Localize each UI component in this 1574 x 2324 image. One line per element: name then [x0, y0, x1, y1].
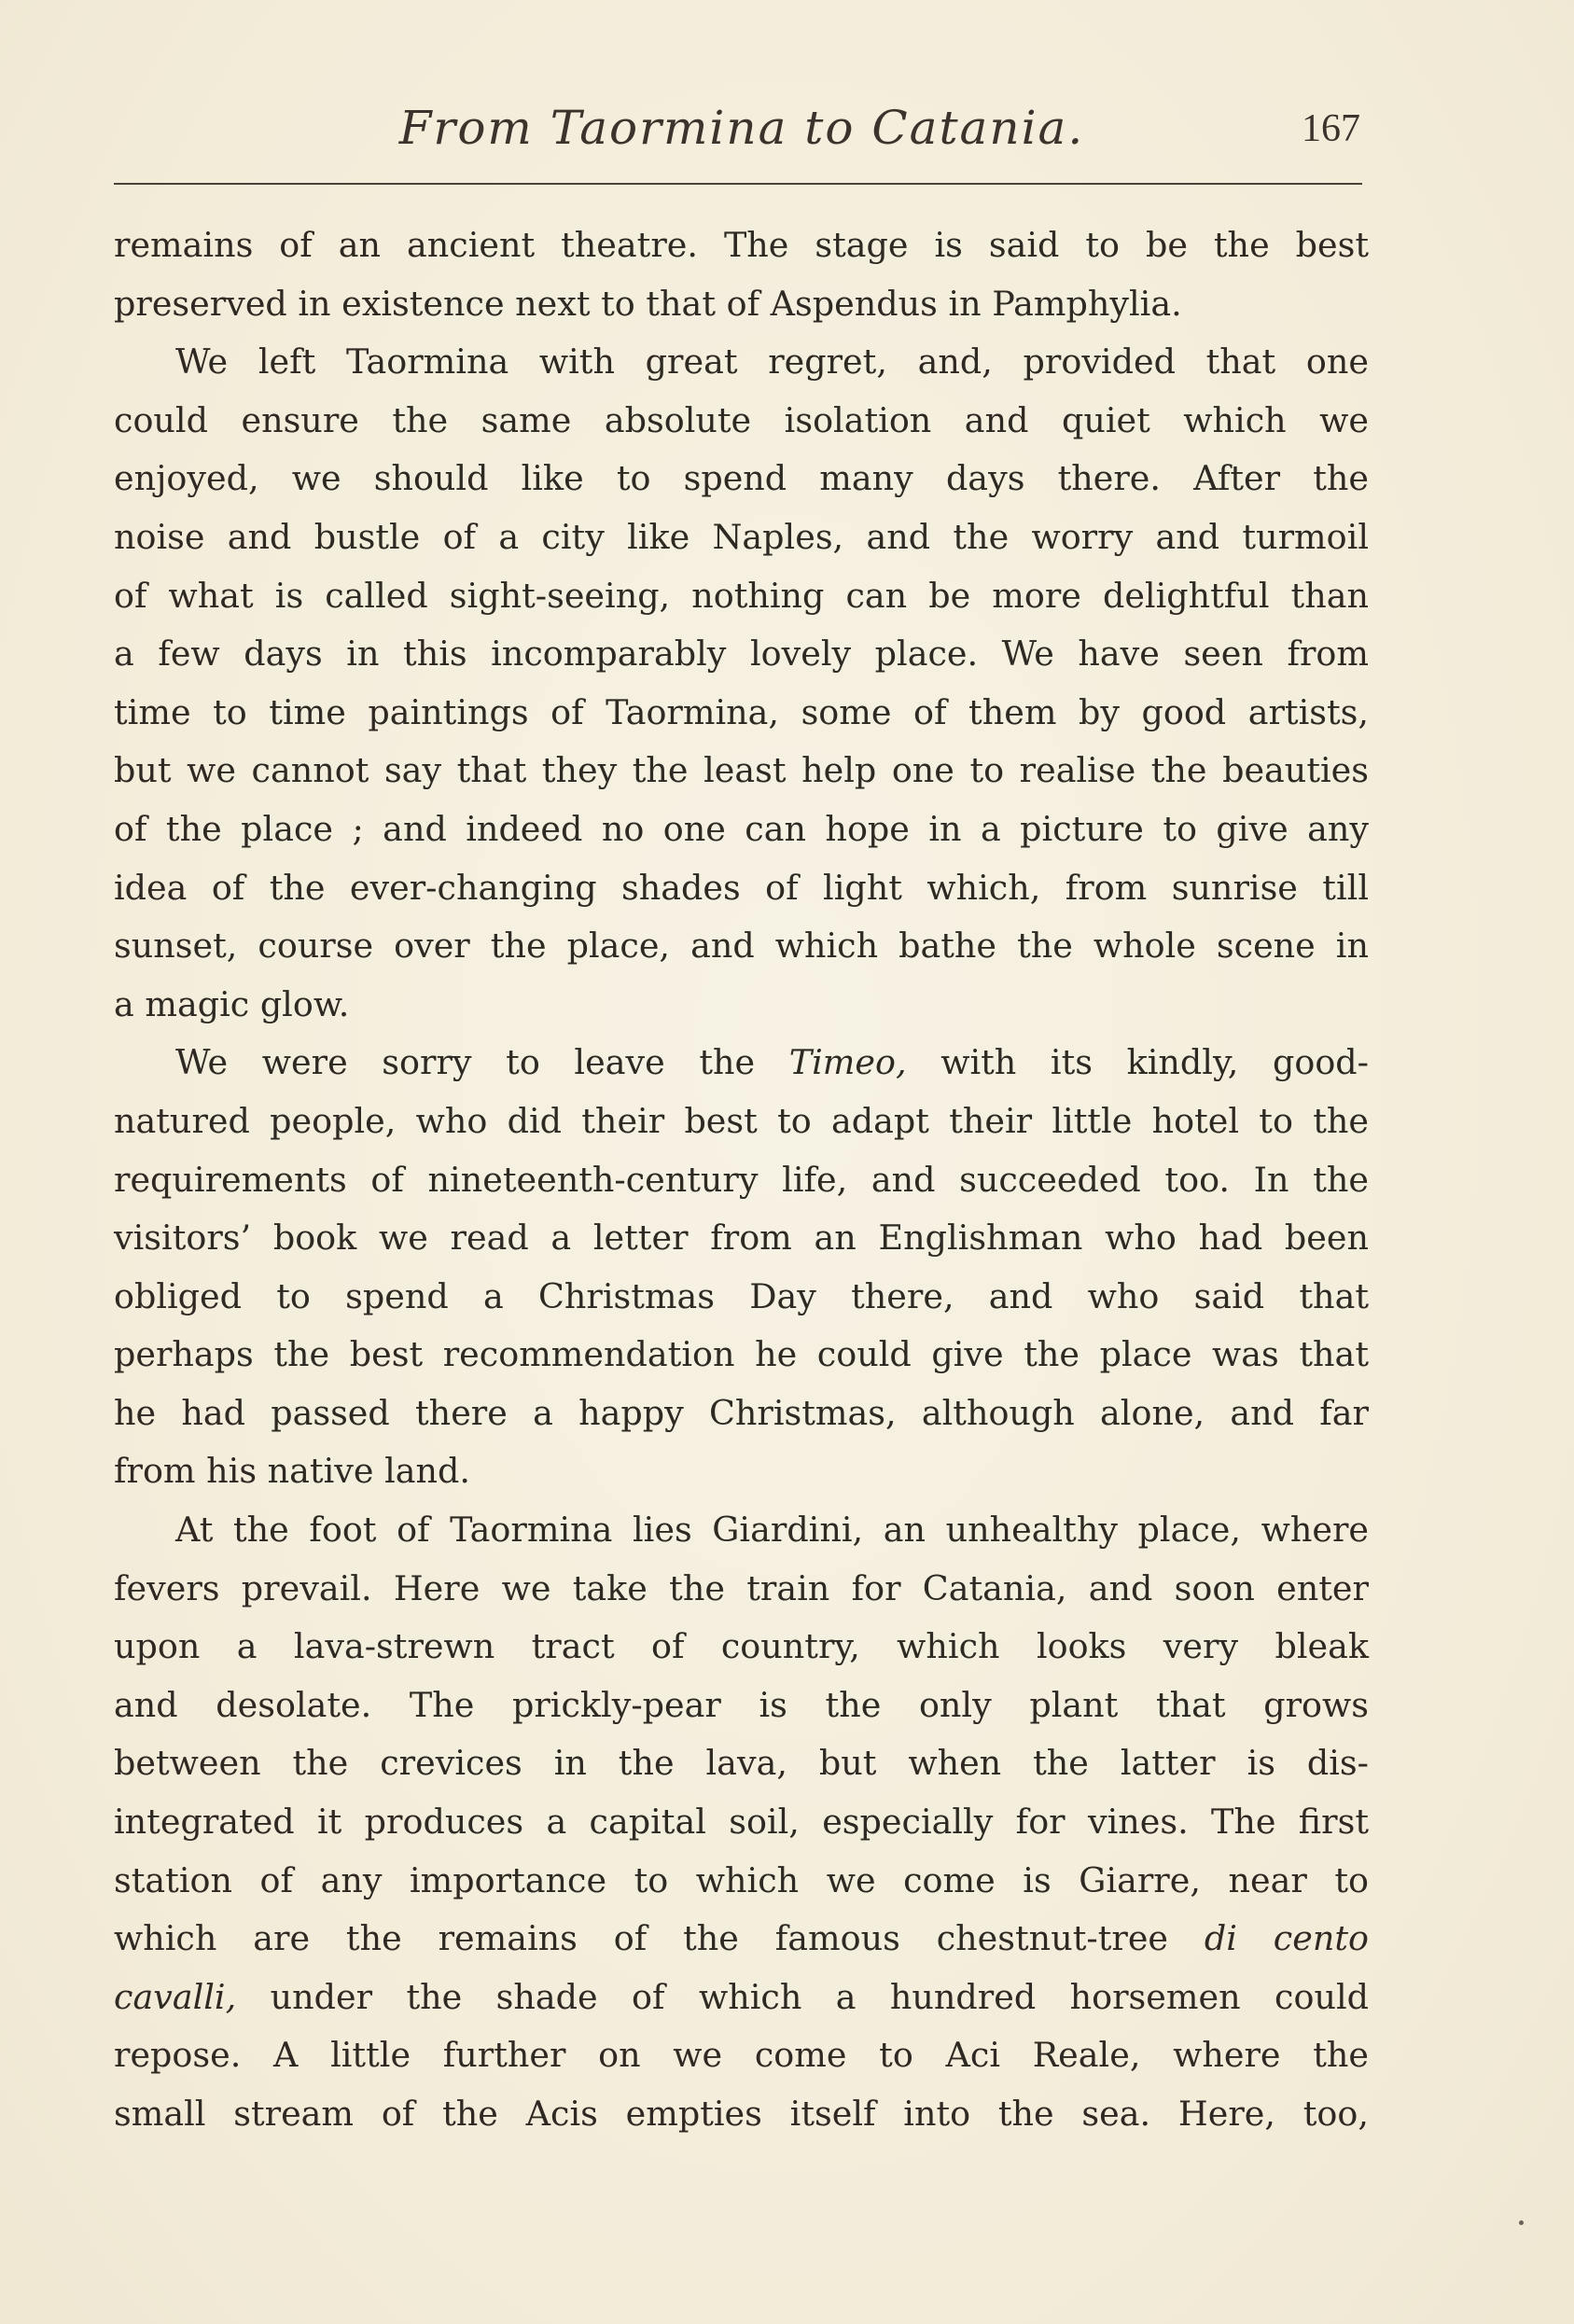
text-line: could ensure the same absolute isolation and quiet which we — [114, 399, 1369, 440]
text-line — [114, 1034, 1369, 1092]
text-line: noise and bustle of a city like Naples, and the worry and turmoil — [114, 516, 1369, 557]
text-line: integrated it produces a capital soil, especially for vines. The first — [114, 1802, 1369, 1843]
paragraph-1 — [114, 216, 1369, 333]
italic-text: cavalli, — [114, 1976, 237, 2017]
text-line: sunset, course over the place, and which bathe the whole scene in — [114, 925, 1369, 967]
line-text: under the shade of which a hundred horsemen could — [236, 1976, 1369, 2017]
text-line: idea of the ever-changing shades of light which, from sunrise till — [114, 867, 1369, 908]
text-line: and desolate. The prickly-pear is the only plant that grows — [114, 1684, 1369, 1725]
text-line: between the crevices in the lava, but when the latter is dis- — [114, 1743, 1369, 1784]
body-text — [114, 216, 1369, 2144]
text-line: At the foot of Taormina lies Giardini, an unhealthy place, where — [175, 1510, 1369, 1551]
running-head — [112, 101, 1372, 160]
text-line: a magic glow. — [114, 983, 350, 1024]
text-line: of what is called sight-seeing, nothing can be more delightful than — [114, 575, 1369, 616]
text-line — [114, 1910, 1369, 1969]
text-line: station of any importance to which we come is Giarre, near to — [114, 1859, 1369, 1900]
text-line: repose. A little further on we come to Aci Reale, where the — [114, 2035, 1369, 2076]
text-line: he had passed there a happy Christmas, although alone, and far — [114, 1392, 1369, 1433]
text-line: obliged to spend a Christmas Day there, and who said that — [114, 1275, 1369, 1316]
paper-speck — [1519, 2220, 1524, 2225]
italic-text: Timeo, — [788, 1042, 907, 1083]
paragraph-3 — [114, 1034, 1369, 1501]
header-rule — [114, 183, 1362, 185]
paragraph-4 — [114, 1501, 1369, 2144]
text-line: visitors’ book we read a letter from an Englishman who had been — [114, 1218, 1369, 1259]
text-line — [114, 1969, 1369, 2027]
text-line: from his native land. — [114, 1451, 471, 1492]
text-line: but we cannot say that they the least help one to realise the beauties — [114, 750, 1369, 791]
text-line: upon a lava-strewn tract of country, which looks very bleak — [114, 1626, 1369, 1667]
paragraph-2 — [114, 333, 1369, 1034]
text-line: preserved in existence next to that of Aspendus in Pamphylia. — [114, 283, 1182, 324]
text-line: a few days in this incomparably lovely place. We have seen from — [114, 633, 1369, 675]
text-line: fevers prevail. Here we take the train for Catania, and soon enter — [114, 1567, 1369, 1608]
running-title: From Taormina to Catania. — [398, 101, 1085, 155]
text-line: enjoyed, we should like to spend many days there. After the — [114, 458, 1369, 499]
line-text: which are the remains of the famous chestnut-tree — [114, 1918, 1205, 1959]
line-text: with its kindly, good- — [906, 1042, 1369, 1083]
text-line: perhaps the best recommendation he could give the place was that — [114, 1334, 1369, 1375]
italic-text: di cento — [1204, 1918, 1369, 1959]
text-line: natured people, who did their best to adapt their little hotel to the — [114, 1100, 1369, 1141]
text-line: remains of an ancient theatre. The stage is said to be the best — [114, 225, 1369, 265]
text-line: small stream of the Acis empties itself into the sea. Here, too, — [114, 2094, 1369, 2134]
text-line: requirements of nineteenth-century life, and succeeded too. In the — [114, 1159, 1369, 1200]
page-number: 167 — [1302, 107, 1360, 150]
text-line: time to time paintings of Taormina, some of them by good artists, — [114, 691, 1369, 732]
line-text: We were sorry to leave the — [175, 1042, 789, 1083]
text-line: of the place ; and indeed no one can hope in a picture to give any — [114, 808, 1369, 849]
text-line: We left Taormina with great regret, and, provided that one — [175, 341, 1369, 383]
